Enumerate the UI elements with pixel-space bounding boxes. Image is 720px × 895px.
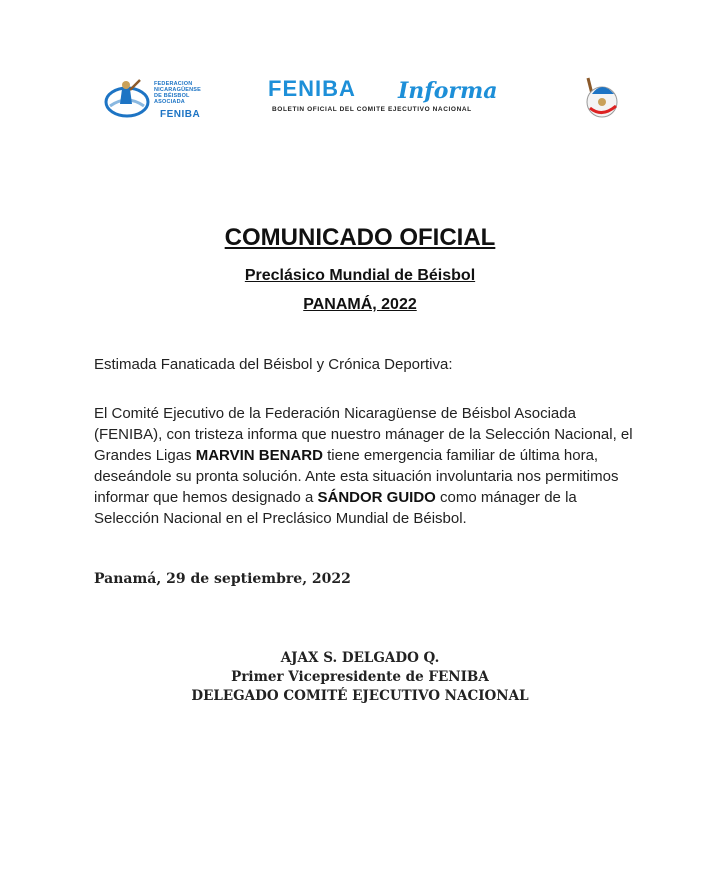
baseball-helmet-icon (574, 72, 624, 122)
federation-name-line: DE BÉISBOL (154, 93, 190, 99)
letterhead (0, 70, 720, 130)
federation-name-line: NICARAGÜENSE (154, 87, 202, 93)
feniba-federation-logo (104, 74, 224, 124)
feniba-informa-logo (268, 76, 518, 121)
baseball-player-emblem-icon (104, 76, 150, 120)
signatory-position: DELEGADO COMITÉ EJECUTIVO NACIONAL (191, 688, 529, 704)
document-title: COMUNICADO OFICIAL (224, 224, 496, 251)
federation-name-line: FEDERACION (154, 81, 193, 87)
body-text-part: tiene emergencia familiar de última hora, deseándole su pronta solución. Ante esta situación involuntaria nos permitimos informar que hemos designado a (94, 447, 619, 506)
highlighted-name: MARVIN BENARD (195, 447, 323, 464)
body-text-part: El Comité Ejecutivo de la Federación Nicaragüense de Béisbol Asociada (FENIBA), con tristeza informa que nuestro mánager de la Selección Nacional, el Grandes Ligas (94, 405, 633, 464)
baseball-mascot-logo (574, 72, 624, 122)
signatory-role: Primer Vicepresidente de FENIBA (231, 669, 489, 685)
federation-acronym: FENIBA (160, 109, 201, 120)
document-place: PANAMÁ, 2022 (303, 296, 417, 313)
federation-name (154, 81, 224, 105)
brand-name: FENIBA (268, 76, 356, 101)
greeting: Estimada Fanaticada del Béisbol y Crónica Deportiva: (94, 356, 453, 373)
federation-name-line: ASOCIADA (154, 99, 185, 105)
body-text-part: como mánager de la Selección Nacional en el Preclásico Mundial de Béisbol. (94, 489, 577, 527)
brand-script: Informa (398, 78, 498, 104)
highlighted-name: SÁNDOR GUIDO (317, 489, 436, 506)
document-subtitle: Preclásico Mundial de Béisbol (244, 267, 476, 284)
signature-block (0, 649, 720, 706)
brand-tagline: BOLETIN OFICIAL DEL COMITE EJECUTIVO NACIONAL (272, 106, 472, 113)
body-paragraph (94, 403, 634, 529)
document-date: Panamá, 29 de septiembre, 2022 (94, 571, 351, 587)
signatory-name: AJAX S. DELGADO Q. (280, 650, 440, 666)
